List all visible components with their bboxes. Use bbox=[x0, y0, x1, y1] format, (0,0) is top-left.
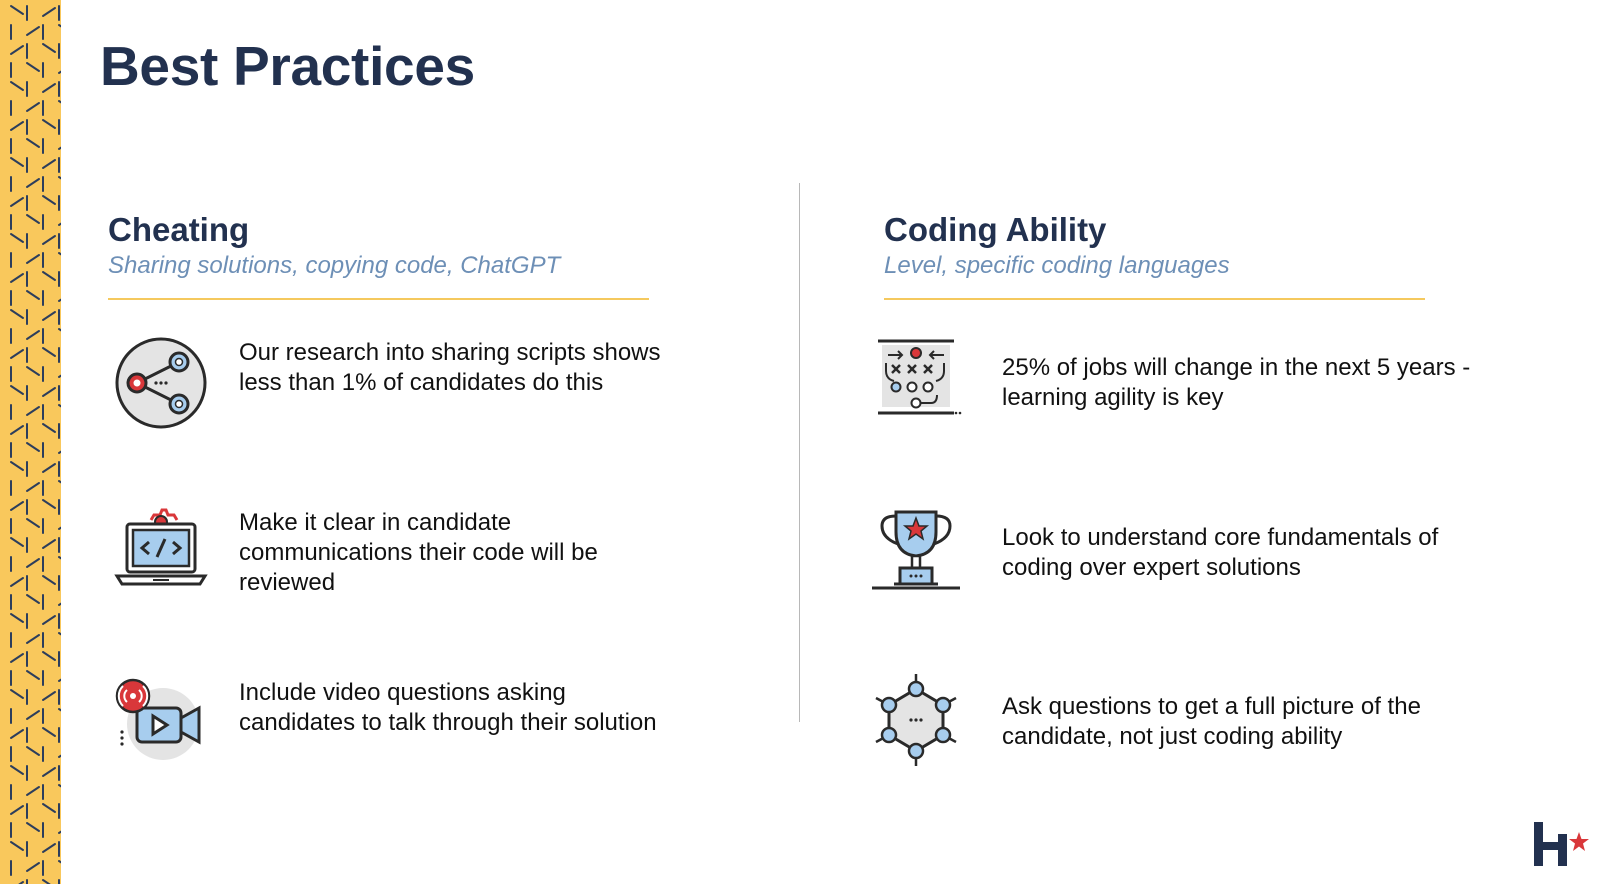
laptop-code-icon bbox=[111, 504, 211, 604]
trophy-icon bbox=[866, 504, 966, 604]
video-camera-icon bbox=[111, 672, 211, 772]
section-subtitle: Sharing solutions, copying code, ChatGPT bbox=[108, 252, 561, 279]
list-item-text: Make it clear in candidate communications their code will be reviewed bbox=[239, 509, 598, 596]
list-item-text: Include video questions asking candidates to talk through their solution bbox=[239, 679, 657, 736]
strategy-board-icon bbox=[868, 333, 968, 433]
share-nodes-icon bbox=[111, 333, 211, 433]
hexagon-network-icon bbox=[866, 670, 966, 770]
list-item-text: Ask questions to get a full picture of the candidate, not just coding ability bbox=[1002, 693, 1421, 750]
section-cheating bbox=[108, 210, 708, 281]
list-item-text: 25% of jobs will change in the next 5 years - learning agility is key bbox=[1002, 354, 1471, 411]
section-title: Coding Ability bbox=[884, 211, 1107, 248]
column-divider bbox=[799, 183, 800, 722]
section-underline bbox=[884, 298, 1425, 300]
section-title: Cheating bbox=[108, 211, 250, 248]
section-coding-ability bbox=[884, 210, 1504, 281]
decorative-stripe bbox=[0, 0, 61, 884]
list-item-text: Our research into sharing scripts shows less than 1% of candidates do this bbox=[239, 339, 661, 396]
list-item-text: Look to understand core fundamentals of coding over expert solutions bbox=[1002, 524, 1439, 581]
section-underline bbox=[108, 298, 649, 300]
section-subtitle: Level, specific coding languages bbox=[884, 252, 1230, 279]
brand-logo bbox=[1532, 820, 1592, 870]
page-title: Best Practices bbox=[100, 35, 475, 97]
